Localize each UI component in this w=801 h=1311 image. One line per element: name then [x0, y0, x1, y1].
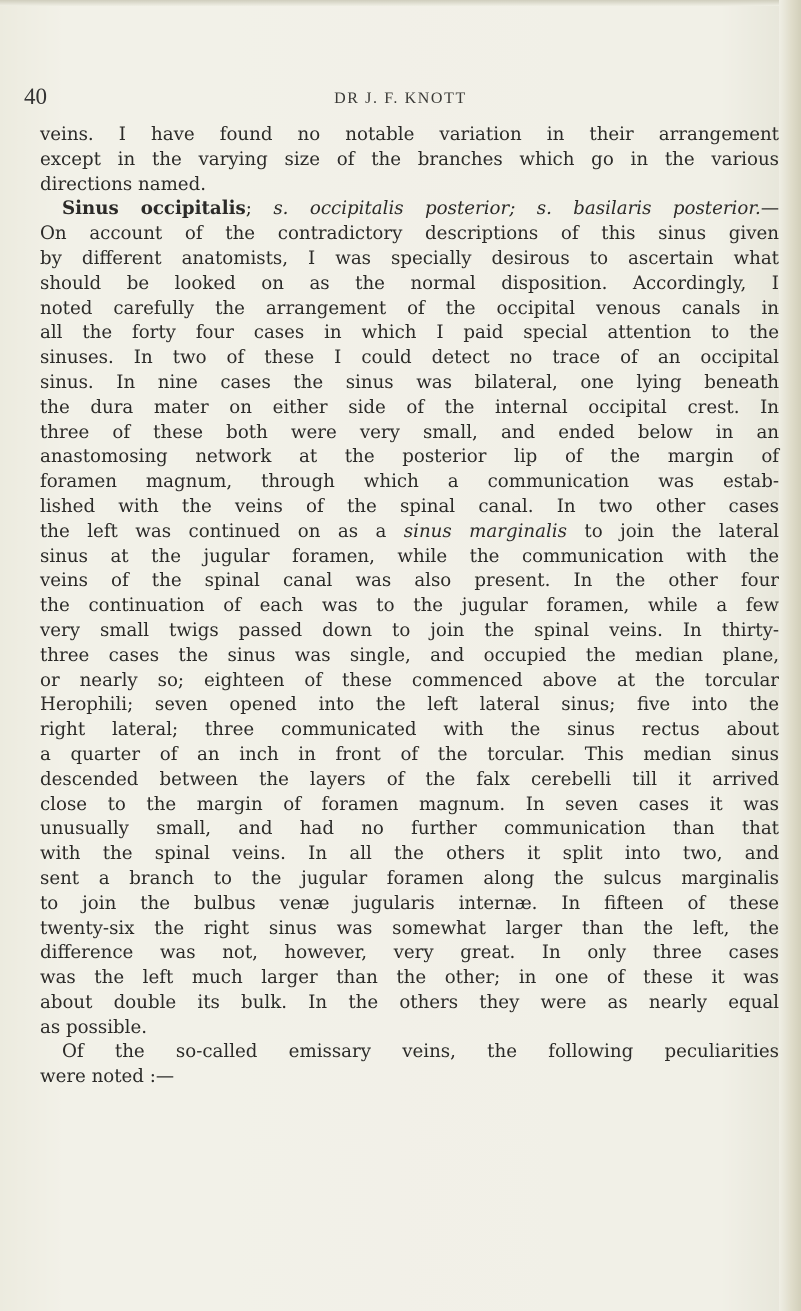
text-line: with the spinal veins. In all the others it split into two, and — [40, 843, 779, 865]
text-line: three of these both were very small, and ended below in an — [40, 421, 779, 443]
text-line: descended between the layers of the falx cerebelli till it arrived — [40, 768, 779, 790]
text-line: close to the margin of foramen magnum. In seven cases it was — [40, 793, 779, 815]
text-line: a quarter of an inch in front of the torcular. This median sinus — [40, 743, 779, 765]
text-run: ; — [245, 198, 274, 220]
text-line: twenty-six the right sinus was somewhat larger than the left, the — [40, 917, 779, 939]
text-run: the left was continued on as a — [40, 520, 404, 542]
text-line: sinus at the jugular foramen, while the communication with the — [40, 545, 779, 567]
text-line: the dura mater on either side of the internal occipital crest. In — [40, 396, 779, 418]
text-line: difference was not, however, very great. In only three cases — [40, 942, 779, 964]
text-line: unusually small, and had no further communication than that — [40, 818, 779, 840]
text-line: veins of the spinal canal was also present. In the other four — [40, 570, 779, 592]
text-line: directions named. — [40, 173, 206, 195]
text-line: to join the bulbus venæ jugularis internæ. In fifteen of these — [40, 892, 779, 914]
text-line: right lateral; three communicated with the sinus rectus about — [40, 719, 779, 741]
text-line — [40, 197, 779, 222]
italic-term: sinus marginalis — [403, 520, 567, 542]
text-line: Of the so-called emissary veins, the following peculiarities — [62, 1041, 779, 1063]
page-number: 40 — [24, 84, 47, 109]
body-text — [40, 123, 779, 1090]
text-line: lished with the veins of the spinal canal. In two other cases — [40, 495, 779, 517]
text-line: by different anatomists, I was specially desirous to ascertain what — [40, 247, 779, 269]
text-line: foramen magnum, through which a communication was estab- — [40, 471, 779, 493]
text-line: anastomosing network at the posterior lip of the margin of — [40, 446, 779, 468]
text-line: sent a branch to the jugular foramen along the sulcus marginalis — [40, 867, 779, 889]
section-heading: Sinus occipitalis — [62, 198, 246, 220]
text-line: the continuation of each was to the jugular foramen, while a few — [40, 595, 779, 617]
text-line: sinuses. In two of these I could detect no trace of an occipital — [40, 347, 779, 369]
text-line: except in the varying size of the branches which go in the various — [40, 148, 779, 170]
page-top-shadow — [0, 0, 801, 6]
text-line — [40, 520, 779, 545]
text-line: Herophili; seven opened into the left lateral sinus; five into the — [40, 694, 779, 716]
text-line: very small twigs passed down to join the spinal veins. In thirty- — [40, 619, 779, 641]
text-run: to join the lateral — [566, 520, 779, 542]
page-header — [0, 84, 801, 114]
text-line: three cases the sinus was single, and occupied the median plane, — [40, 644, 779, 666]
text-line: all the forty four cases in which I paid special attention to the — [40, 322, 779, 344]
running-head: DR J. F. KNOTT — [334, 90, 467, 107]
text-line: about double its bulk. In the others they were as nearly equal — [40, 991, 779, 1013]
text-line: veins. I have found no notable variation in their arrangement — [40, 124, 779, 145]
text-run: — — [760, 198, 779, 220]
text-line: was the left much larger than the other; in one of these it was — [40, 967, 779, 989]
text-line: should be looked on as the normal disposition. Accordingly, I — [40, 272, 779, 294]
page-edge-shadow — [779, 0, 801, 1311]
text-line: as possible. — [40, 1016, 148, 1038]
text-line: On account of the contradictory descriptions of this sinus given — [40, 223, 779, 245]
text-line: noted carefully the arrangement of the occipital venous canals in — [40, 297, 779, 319]
text-line: sinus. In nine cases the sinus was bilateral, one lying beneath — [40, 371, 779, 393]
text-line: or nearly so; eighteen of these commenced above at the torcular — [40, 669, 779, 691]
italic-term: s. occipitalis posterior; s. basilaris posterior. — [273, 198, 761, 220]
text-line: were noted :— — [40, 1066, 175, 1088]
